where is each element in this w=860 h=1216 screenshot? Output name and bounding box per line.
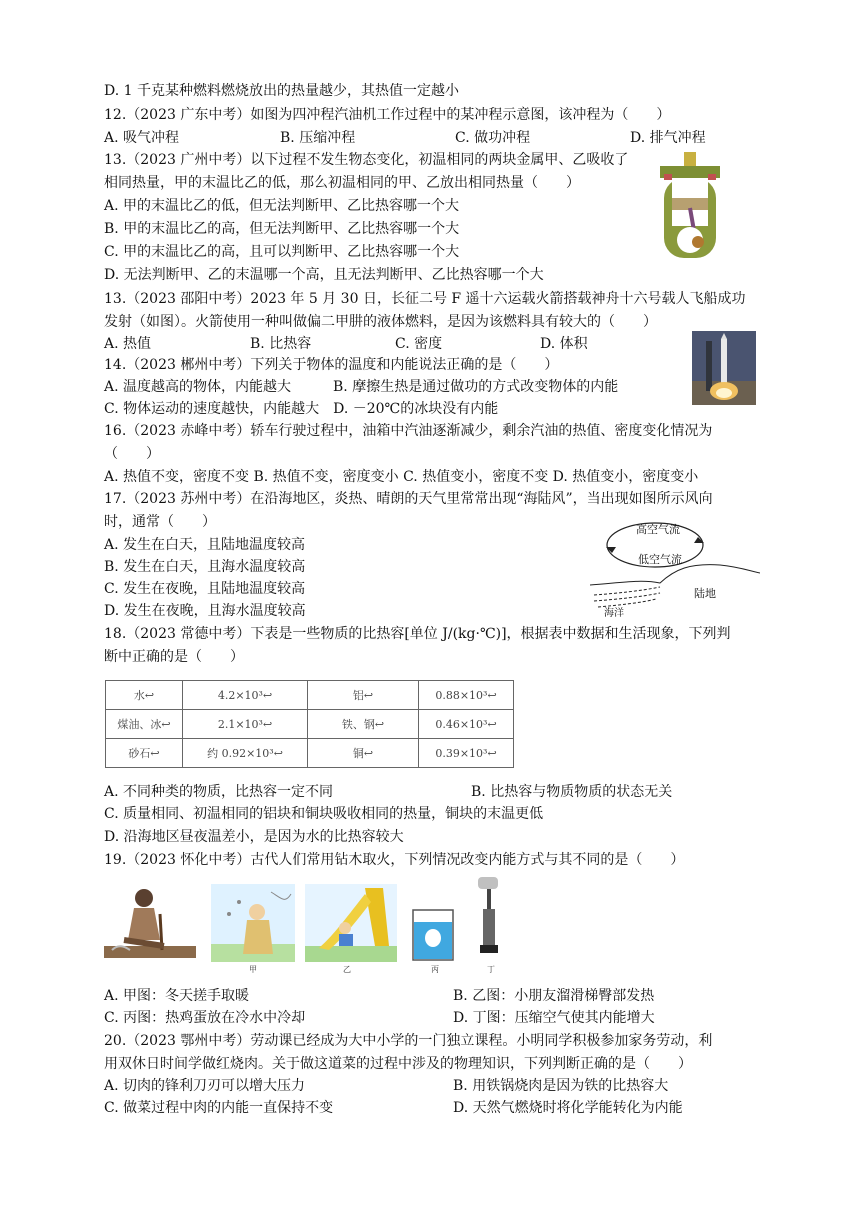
q14-stem: 14.（2023 郴州中考）下列关于物体的温度和内能说法正确的是（ ） xyxy=(104,357,559,373)
q12-option-b: B. 压缩冲程 xyxy=(280,130,356,146)
q12-stem: 12.（2023 广东中考）如图为四冲程汽油机工作过程中的某冲程示意图，该冲程为（ ） xyxy=(104,107,671,123)
table-cell: 约 0.92×10³↩ xyxy=(183,739,308,768)
q13b-stem-line2: 发射（如图）。火箭使用一种叫做偏二甲肼的液体燃料，是因为该燃料具有较大的（ ） xyxy=(104,314,657,330)
q19-option-c: C. 丙图：热鸡蛋放在冷水中冷却 xyxy=(104,1010,306,1026)
q20-option-b: B. 用铁锅烧肉是因为铁的比热容大 xyxy=(453,1078,669,1094)
table-cell: 4.2×10³↩ xyxy=(183,681,308,710)
table-cell: 铜↩ xyxy=(308,739,419,768)
q20-option-c: C. 做菜过程中肉的内能一直保持不变 xyxy=(104,1100,334,1116)
diagram-label-low-flow: 低空气流 xyxy=(638,553,682,566)
figure-caption-bing: 丙 xyxy=(431,965,439,974)
table-row xyxy=(106,739,514,768)
diagram-label-sea: 海洋 xyxy=(604,608,624,619)
q11-option-d: D. 1 千克某种燃料燃烧放出的热量越少，其热值一定越小 xyxy=(104,83,459,99)
q13a-option-a: A. 甲的末温比乙的低，但无法判断甲、乙比热容哪一个大 xyxy=(104,198,460,214)
q20-option-a: A. 切肉的锋利刀刃可以增大压力 xyxy=(104,1078,306,1094)
q18-stem-line1: 18.（2023 常德中考）下表是一些物质的比热容[单位 J/(kg·℃)]，根据表中数据和生活现象，下列判 xyxy=(104,626,731,642)
table-row xyxy=(106,710,514,739)
diagram-label-land: 陆地 xyxy=(694,587,716,600)
q13a-stem-line1: 13.（2023 广州中考）以下过程不发生物态变化，初温相同的两块金属甲、乙吸收了 xyxy=(104,152,629,168)
q19-stem: 19.（2023 怀化中考）古代人们常用钻木取火，下列情况改变内能方式与其不同的是（ ） xyxy=(104,852,685,868)
slide-icon xyxy=(305,884,397,962)
q18-option-a: A. 不同种类的物质，比热容一定不同 xyxy=(104,784,334,800)
q17-option-d: D. 发生在夜晚，且海水温度较高 xyxy=(104,603,306,619)
q16-stem-line1: 16.（2023 赤峰中考）轿车行驶过程中，油箱中汽油逐渐减少，剩余汽油的热值、密度变化情况为 xyxy=(104,423,713,439)
air-pump-icon xyxy=(474,875,504,959)
table-cell: 铝↩ xyxy=(308,681,419,710)
q17-stem-line2: 时，通常（ ） xyxy=(104,514,216,530)
table-cell: 0.39×10³↩ xyxy=(419,739,514,768)
table-cell: 水↩ xyxy=(106,681,183,710)
beaker-egg-icon xyxy=(409,908,457,962)
table-cell: 砂石↩ xyxy=(106,739,183,768)
figure-caption-yi: 乙 xyxy=(343,965,351,974)
q20-stem-line2: 用双休日时间学做红烧肉。关于做这道菜的过程中涉及的物理知识，下列判断正确的是（ ） xyxy=(104,1056,692,1072)
table-cell: 0.46×10³↩ xyxy=(419,710,514,739)
q17-stem-line1: 17.（2023 苏州中考）在沿海地区，炎热、晴朗的天气里常常出现“海陆风”，当出现如图所示风向 xyxy=(104,491,713,507)
q18-option-c: C. 质量相同、初温相同的铝块和铜块吸收相同的热量，铜块的末温更低 xyxy=(104,806,544,822)
q18-option-d: D. 沿海地区昼夜温差小，是因为水的比热容较大 xyxy=(104,829,404,845)
table-row xyxy=(106,681,514,710)
q17-option-b: B. 发生在白天，且海水温度较高 xyxy=(104,559,306,575)
q12-option-a: A. 吸气冲程 xyxy=(104,130,180,146)
table-cell: 铁、钢↩ xyxy=(308,710,419,739)
q18-stem-line2: 断中正确的是（ ） xyxy=(104,649,244,665)
drilling-fire-icon xyxy=(104,884,196,962)
q12-option-d: D. 排气冲程 xyxy=(630,130,706,146)
q20-stem-line1: 20.（2023 鄂州中考）劳动课已经成为大中小学的一门独立课程。小明同学积极参加家务劳动，利 xyxy=(104,1033,713,1049)
q14-options-cd: C. 物体运动的速度越快，内能越大 D. －20℃的冰块没有内能 xyxy=(104,401,499,417)
q16-stem-line2: （ ） xyxy=(104,446,160,462)
q17-option-a: A. 发生在白天，且陆地温度较高 xyxy=(104,537,306,553)
table-cell: 2.1×10³↩ xyxy=(183,710,308,739)
q17-option-c: C. 发生在夜晚，且陆地温度较高 xyxy=(104,581,306,597)
engine-diagram-icon xyxy=(656,150,724,262)
q12-option-c: C. 做功冲程 xyxy=(455,130,531,146)
table-cell: 煤油、冰↩ xyxy=(106,710,183,739)
q13a-option-b: B. 甲的末温比乙的高，但无法判断甲、乙比热容哪一个大 xyxy=(104,221,460,237)
diagram-label-high-flow: 高空气流 xyxy=(636,523,680,536)
q19-option-d: D. 丁图：压缩空气使其内能增大 xyxy=(453,1010,655,1026)
q13b-option-b: B. 比热容 xyxy=(250,336,312,352)
figure-caption-ding: 丁 xyxy=(487,965,495,974)
q13b-option-a: A. 热值 xyxy=(104,336,152,352)
q19-option-b: B. 乙图：小朋友溜滑梯臀部发热 xyxy=(453,988,655,1004)
sea-breeze-diagram-icon xyxy=(590,513,760,617)
specific-heat-table xyxy=(105,680,514,768)
figure-caption-jia: 甲 xyxy=(249,965,257,974)
table-cell: 0.88×10³↩ xyxy=(419,681,514,710)
q13a-option-c: C. 甲的末温比乙的高，且可以判断甲、乙比热容哪一个大 xyxy=(104,244,460,260)
q16-options: A. 热值不变，密度不变 B. 热值不变，密度变小 C. 热值变小，密度不变 D. 热值变小，密度变小 xyxy=(104,469,699,485)
rubbing-hands-icon xyxy=(211,884,295,962)
q13a-stem-line2: 相同热量，甲的末温比乙的低，那么初温相同的甲、乙放出相同热量（ ） xyxy=(104,175,580,191)
rocket-photo-icon xyxy=(692,331,756,405)
q13b-stem-line1: 13.（2023 邵阳中考）2023 年 5 月 30 日，长征二号 F 遥十六运载火箭搭载神舟十六号载人飞船成功 xyxy=(104,291,746,307)
q19-option-a: A. 甲图：冬天搓手取暖 xyxy=(104,988,250,1004)
q18-option-b: B. 比热容与物质物质的状态无关 xyxy=(471,784,673,800)
q13b-option-c: C. 密度 xyxy=(395,336,443,352)
q14-options-ab: A. 温度越高的物体，内能越大 B. 摩擦生热是通过做功的方式改变物体的内能 xyxy=(104,379,619,395)
q20-option-d: D. 天然气燃烧时将化学能转化为内能 xyxy=(453,1100,683,1116)
q13b-option-d: D. 体积 xyxy=(540,336,588,352)
q13a-option-d: D. 无法判断甲、乙的末温哪一个高，且无法判断甲、乙比热容哪一个大 xyxy=(104,267,544,283)
